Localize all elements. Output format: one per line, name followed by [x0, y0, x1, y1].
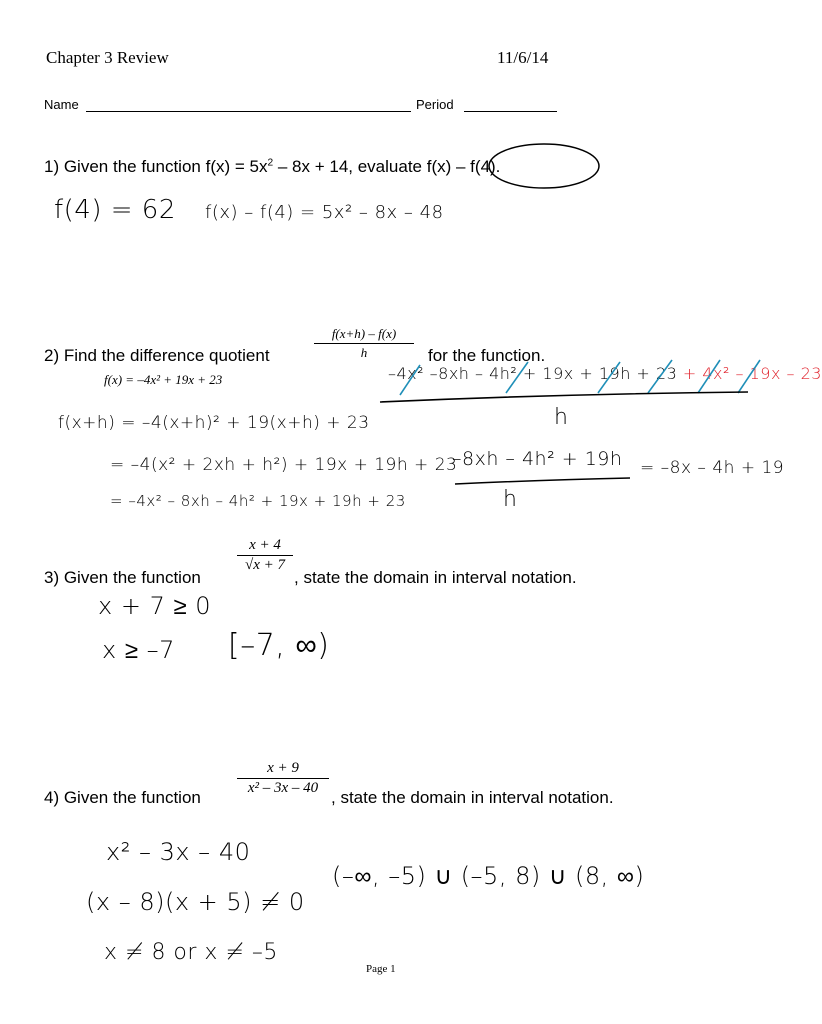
question-2-final-result: = –8x – 4h + 19 [640, 458, 785, 478]
question-2-simplified-numerator: –8xh – 4h² + 19h [452, 448, 623, 470]
name-label: Name [44, 97, 79, 112]
worksheet-date: 11/6/14 [497, 48, 549, 67]
question-2-prompt-end: for the function. [428, 346, 546, 365]
difference-quotient-numerator: f(x+h) – f(x) [314, 326, 414, 344]
page-number: Page 1 [366, 963, 396, 975]
question-4-denominator: x² – 3x – 40 [247, 780, 319, 796]
question-1-work-difference: f(x) – f(4) = 5x² – 8x – 48 [205, 202, 444, 223]
question-3-answer-interval: [–7, ∞) [228, 628, 330, 663]
question-2-work-line-2: = –4(x² + 2xh + h²) + 19x + 19h + 23 [110, 455, 458, 475]
question-4-work-exclusions: x ≠ 8 or x ≠ –5 [104, 940, 278, 965]
question-3-denominator: √x + 7 [244, 557, 285, 573]
question-4-work-factored: (x – 8)(x + 5) ≠ 0 [86, 888, 305, 916]
question-4-numerator: x + 9 [237, 760, 329, 779]
question-1-prompt: 1) Given the function $f(x) = 5x^2 - 8x + 14$, evaluate f(x) – f(4). [44, 157, 501, 176]
question-2-prompt-start: 2) Find the difference quotient [44, 346, 270, 365]
question-4-prompt-end: , state the domain in interval notation. [331, 788, 614, 807]
question-4-function-fraction [237, 760, 329, 797]
worksheet-title: Chapter 3 Review [46, 48, 169, 67]
question-1-work-f4: f(4) = 62 [54, 195, 176, 225]
question-2-expanded-denominator: h [554, 405, 569, 430]
question-1-target: f(x) – f(4). [426, 157, 501, 176]
question-2-subtracted-terms: + 4x² – 19x – 23 [682, 364, 822, 383]
question-4-answer-interval: (–∞, –5) ∪ (–5, 8) ∪ (8, ∞) [332, 862, 645, 890]
question-3-function-fraction [237, 537, 293, 574]
question-4-prompt-start: 4) Given the function [44, 788, 201, 807]
question-2-given-function: f(x) = –4x² + 19x + 23 [104, 372, 223, 387]
question-3-prompt-start: 3) Given the function [44, 568, 201, 587]
question-4-work-denominator: x² – 3x – 40 [106, 838, 251, 866]
question-2-simplified-denominator: h [503, 487, 518, 512]
question-3-work-inequality: x + 7 ≥ 0 [98, 592, 212, 620]
question-3-work-solution: x ≥ –7 [102, 636, 175, 664]
question-2-work-line-1: f(x+h) = –4(x+h)² + 19(x+h) + 23 [58, 413, 370, 433]
question-3-numerator: x + 4 [237, 537, 293, 556]
question-2-work-line-3: = –4x² – 8xh – 4h² + 19x + 19h + 23 [110, 492, 406, 510]
difference-quotient-denominator: h [360, 345, 368, 360]
question-3-prompt-end: , state the domain in interval notation. [294, 568, 577, 587]
period-label: Period [416, 97, 454, 112]
question-2-expanded-numerator: –4x² –8xh – 4h² + 19x + 19h + 23 + 4x² – 19x – 23 [388, 364, 822, 383]
